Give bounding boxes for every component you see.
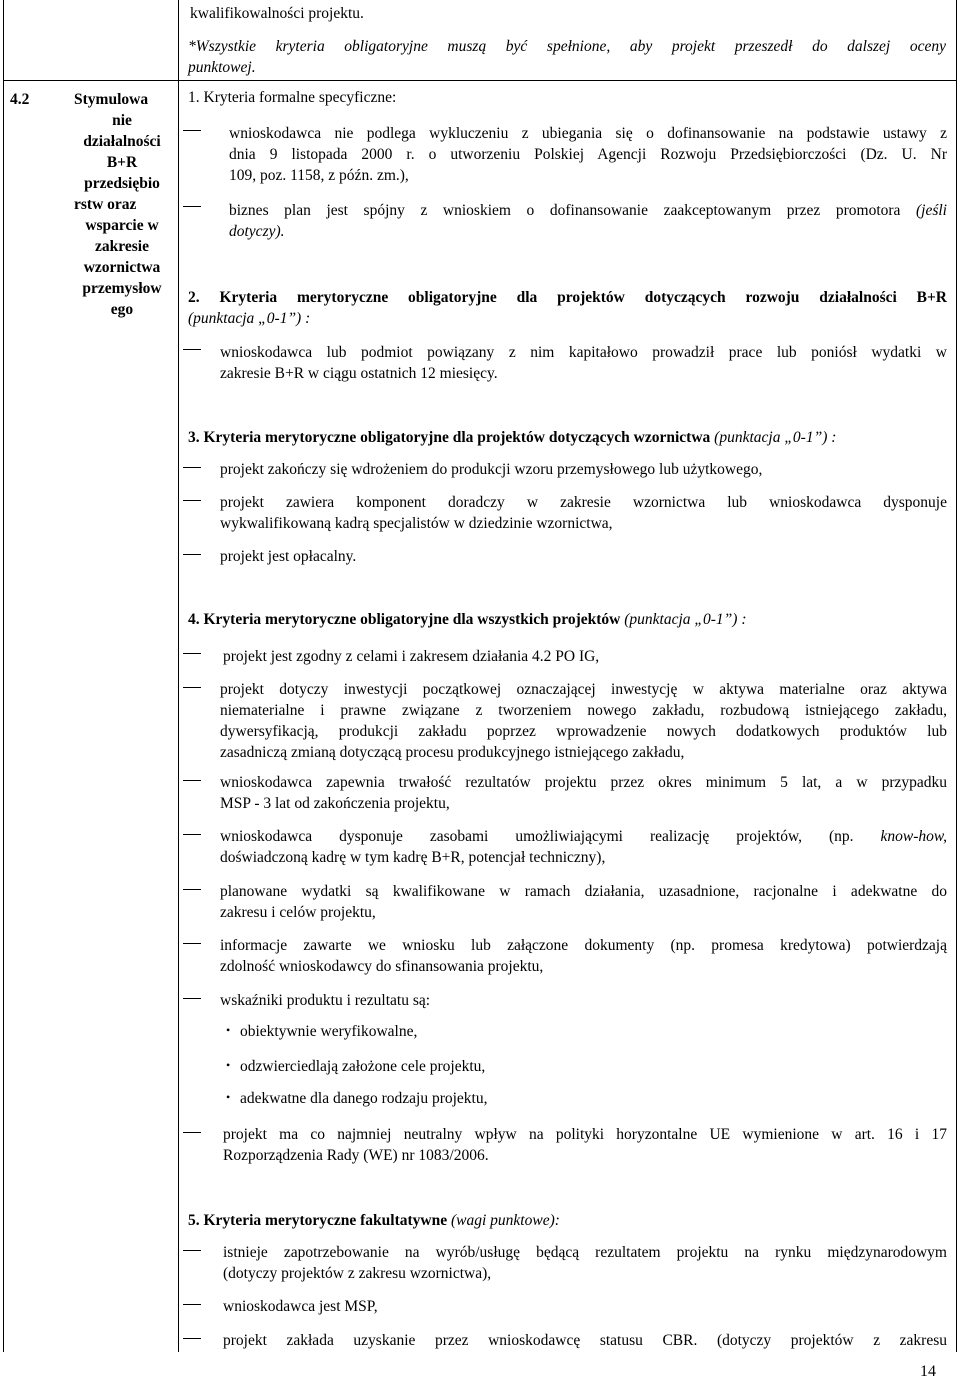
s1-item-2 [229,200,947,242]
dash-icon [183,1132,201,1133]
title-line: wzornictwa [83,259,161,276]
s4-item-7: wskaźniki produktu i rezultatu są: [220,992,431,1009]
s4-item-1: projekt jest zgodny z celami i zakresem działania 4.2 PO IG, [223,648,600,665]
s3-heading: 3. Kryteria merytoryczne obligatoryjne dla projektów dotyczących wzornictwa (punktacja „0-1”) : [188,429,837,446]
s1-item-2-line-1: biznes plan jest spójny z wnioskiem o dofinansowanie zaakceptowanym przez promotora (jeśli [229,202,947,219]
s4-item-6-line-2: zdolność wnioskodawcy do sfinansowania projektu, [220,958,544,975]
s4-item-4-line-2: doświadczoną kadrę w tym kadrę B+R, potencjał techniczny), [220,849,606,866]
table-column-divider [178,0,179,1352]
s1-item-1-line-3: 109, poz. 1158, z późn. zm.), [229,167,409,184]
dash-icon [183,130,201,131]
dash-icon [183,780,201,781]
s4-bullet-2: odzwierciedlają założone cele projektu, [240,1058,486,1075]
s2-item-1-line-2: zakresie B+R w ciągu ostatnich 12 miesięcy. [220,365,498,382]
s4-item-2-line-3: dywersyfikacją, produkcji zakładu poprzez wprowadzenie nowych dodatkowych produktów lub [220,723,947,740]
title-line: rstw oraz [74,196,137,213]
s4-item-3-line-1: wnioskodawca zapewnia trwałość rezultatów projektu przez okres minimum 5 lat, a w przypadku [220,774,947,791]
s5-heading: 5. Kryteria merytoryczne fakultatywne (wagi punktowe): [188,1212,560,1229]
bullet-icon: • [226,1058,231,1072]
title-line: działalności [83,133,161,150]
dash-icon [183,1338,201,1339]
s5-item-1 [223,1242,947,1284]
s4-item-8 [223,1124,947,1166]
s2-heading-italic: (punktacja „0-1”) : [188,310,311,327]
title-line: przedsiębio [84,175,160,192]
s4-item-3 [220,772,947,814]
s2-heading-bold: 2. Kryteria merytoryczne obligatoryjne dla projektów dotyczących rozwoju działalności B+R [188,289,947,306]
dash-icon [183,1304,201,1305]
dash-icon [183,206,201,207]
top-text: kwalifikowalności projektu. [190,5,364,22]
bullet-icon: • [226,1023,231,1037]
s5-item-3-line-1: projekt zakłada uzyskanie przez wnioskodawcę statusu CBR. (dotyczy projektów z zakresu [223,1332,947,1349]
s3-item-1: projekt zakończy się wdrożeniem do produkcji wzoru przemysłowego lub użytkowego, [220,461,763,478]
s2-heading [188,287,947,329]
s3-item-3: projekt jest opłacalny. [220,548,357,565]
s1-item-1-line-1: wnioskodawca nie podlega wykluczeniu z ubiegania się o dofinansowanie na podstawie ustawy z [229,125,947,142]
dash-icon [183,467,201,468]
dash-icon [183,500,201,501]
title-line: Stymulowa [74,91,149,108]
table-border-left [3,0,4,1352]
page-number: 14 [920,1363,936,1380]
dash-icon [183,943,201,944]
s4-item-5 [220,881,947,923]
dash-icon [183,834,201,835]
section-number: 4.2 [10,91,30,108]
dash-icon [183,349,201,350]
title-line: przemysłow [82,280,162,297]
s4-item-5-line-1: planowane wydatki są kwalifikowane w ramach działania, uzasadnione, racjonalne i adekwatne do [220,883,947,900]
s4-bullet-3: adekwatne dla danego rodzaju projektu, [240,1090,488,1107]
s4-item-8-line-1: projekt ma co najmniej neutralny wpływ na polityki horyzontalne UE wymienione w art. 16 i 17 [223,1126,947,1143]
dash-icon [183,653,201,654]
row-divider [3,80,957,81]
title-line: ego [110,301,134,318]
dash-icon [183,1250,201,1251]
s4-item-4-line-1: wnioskodawca dysponuje zasobami umożliwiającymi realizację projektów, (np. know-how, [220,828,947,845]
dash-icon [183,554,201,555]
note-line-2: punktowej. [188,59,256,76]
s5-item-1-line-1: istnieje zapotrzebowanie na wyrób/usługę będącą rezultatem projektu na rynku międzynarodowym [223,1244,947,1261]
s4-item-3-line-2: MSP - 3 lat od zakończenia projektu, [220,795,450,812]
s3-item-2-line-1: projekt zawiera komponent doradczy w zakresie wzornictwa lub wnioskodawca dysponuje [220,494,947,511]
s5-item-3 [223,1330,947,1351]
title-line: nie [112,112,132,129]
title-line: zakresie [95,238,149,255]
s4-item-5-line-2: zakresu i celów projektu, [220,904,376,921]
dash-icon [183,998,201,999]
title-line: B+R [106,154,138,171]
s4-heading: 4. Kryteria merytoryczne obligatoryjne dla wszystkich projektów (punktacja „0-1”) : [188,611,747,628]
s1-item-2-line-2: dotyczy). [229,223,285,240]
s4-bullet-1: obiektywnie weryfikowalne, [240,1023,418,1040]
s4-item-6-line-1: informacje zawarte we wniosku lub załączone dokumenty (np. promesa kredytowa) potwierdzają [220,937,947,954]
s1-item-1 [229,123,947,186]
note-line-1: *Wszystkie kryteria obligatoryjne muszą być spełnione, aby projekt przeszedł do dalszej oceny [188,38,946,55]
s3-item-2-line-2: wykwalifikowaną kadrą specjalistów w dziedzinie wzornictwa, [220,515,613,532]
s2-item-1 [220,342,947,384]
s4-item-2-line-2: niematerialne i prawne związane z tworzeniem nowego zakładu, rozbudową istniejącego zakładu, [220,702,947,719]
dash-icon [183,687,201,688]
s4-item-2-line-1: projekt dotyczy inwestycji początkowej oznaczającej inwestycję w aktywa materialne oraz aktywa [220,681,947,698]
bullet-icon: • [226,1090,231,1104]
section-title [74,89,170,320]
s4-item-2-line-4: zasadniczą zmianą dotyczącą procesu produkcyjnego istniejącego zakładu, [220,744,685,761]
table-border-right [956,0,957,1352]
s4-item-6 [220,935,947,977]
s4-item-2 [220,679,947,763]
s5-item-1-line-2: (dotyczy projektów z zakresu wzornictwa), [223,1265,492,1282]
s2-item-1-line-1: wnioskodawca lub podmiot powiązany z nim kapitałowo prowadził prace lub poniósł wydatki w [220,344,947,361]
s5-item-2: wnioskodawca jest MSP, [223,1298,378,1315]
s1-item-1-line-2: dnia 9 listopada 2000 r. o utworzeniu Polskiej Agencji Rozwoju Przedsiębiorczości (Dz. U. Nr [229,146,947,163]
title-line: wsparcie w [85,217,159,234]
s4-item-4 [220,826,947,868]
note [188,36,946,78]
s3-item-2 [220,492,947,534]
s4-item-8-line-2: Rozporządzenia Rady (WE) nr 1083/2006. [223,1147,489,1164]
s1-heading: 1. Kryteria formalne specyficzne: [188,89,397,106]
dash-icon [183,889,201,890]
